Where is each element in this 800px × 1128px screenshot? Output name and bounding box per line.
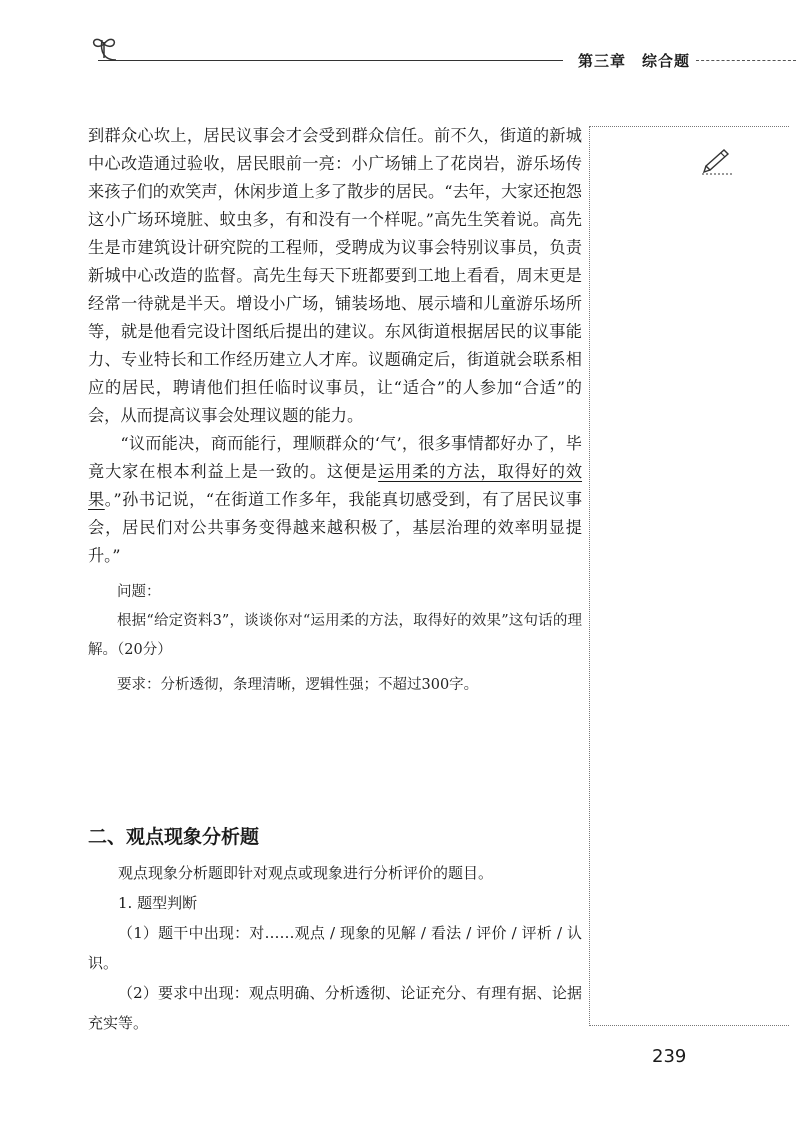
header-rule-dashed <box>696 60 796 61</box>
paragraph-1: 到群众心坎上，居民议事会才会受到群众信任。前不久，街道的新城中心改造通过验收，居民眼前一亮：小广场铺上了花岗岩，游乐场传来孩子们的欢笑声，休闲步道上多了散步的居民。“去年，大家还抱怨这小广场环境脏、蚊虫多，有和没有一个样呢。”高先生笑着说。高先生是市建筑设计研究院的工程师，受聘成为议事会特别议事员，负责新城中心改造的监督。高先生每天下班都要到工地上看看，周末更是经常一待就是半天。增设小广场，铺装场地、展示墙和儿童游乐场所等，就是他看完设计图纸后提出的建议。东风街道根据居民的议事能力、专业特长和工作经历建立人才库。议题确定后，街道就会联系相应的居民，聘请他们担任临时议事员，让“适合”的人参加“合适”的会，从而提高议事会处理议题的能力。 <box>88 126 582 425</box>
list-item: （2）要求中出现：观点明确、分析透彻、论证充分、有理有据、论据充实等。 <box>88 984 582 1032</box>
requirement-text: 要求：分析透彻，条理清晰，逻辑性强；不超过300字。 <box>117 677 479 693</box>
underlined-phrase: 运用柔的方法，取得好的效果 <box>88 462 583 509</box>
question-text: 根据“给定资料3”，谈谈你对“运用柔的方法，取得好的效果”这句话的理解。（20分） <box>88 613 582 658</box>
subheading-type-judgement: 1. 题型判断 <box>118 894 198 912</box>
pencil-icon <box>700 142 734 176</box>
header-rule <box>98 60 563 61</box>
paragraph-2-start: “议而能决，商而能行，理顺群众的‘气’，很多事情都好办了，毕竟大家在根本利益上是一致的。这便是 <box>88 434 582 481</box>
notes-margin-box <box>589 126 789 1026</box>
section-intro: 观点现象分析题即针对观点或现象进行分析评价的题目。 <box>118 864 494 882</box>
page-number: 239 <box>652 1046 687 1067</box>
paragraph-2 <box>88 430 582 570</box>
question-block <box>88 578 582 700</box>
section-title: 二、观点现象分析题 <box>88 826 260 848</box>
question-label: 问题： <box>117 584 161 600</box>
chapter-title: 第三章 综合题 <box>578 52 691 70</box>
list-item: （1）题干中出现：对……观点 / 现象的见解 / 看法 / 评价 / 评析 / 认识。 <box>88 924 582 972</box>
paragraph-2-end: 。”孙书记说，“在街道工作多年，我能真切感受到，有了居民议事会，居民们对公共事务变得越来越积极了，基层治理的效率明显提升。” <box>88 490 583 565</box>
main-text <box>88 122 582 700</box>
section-text <box>88 858 582 1038</box>
